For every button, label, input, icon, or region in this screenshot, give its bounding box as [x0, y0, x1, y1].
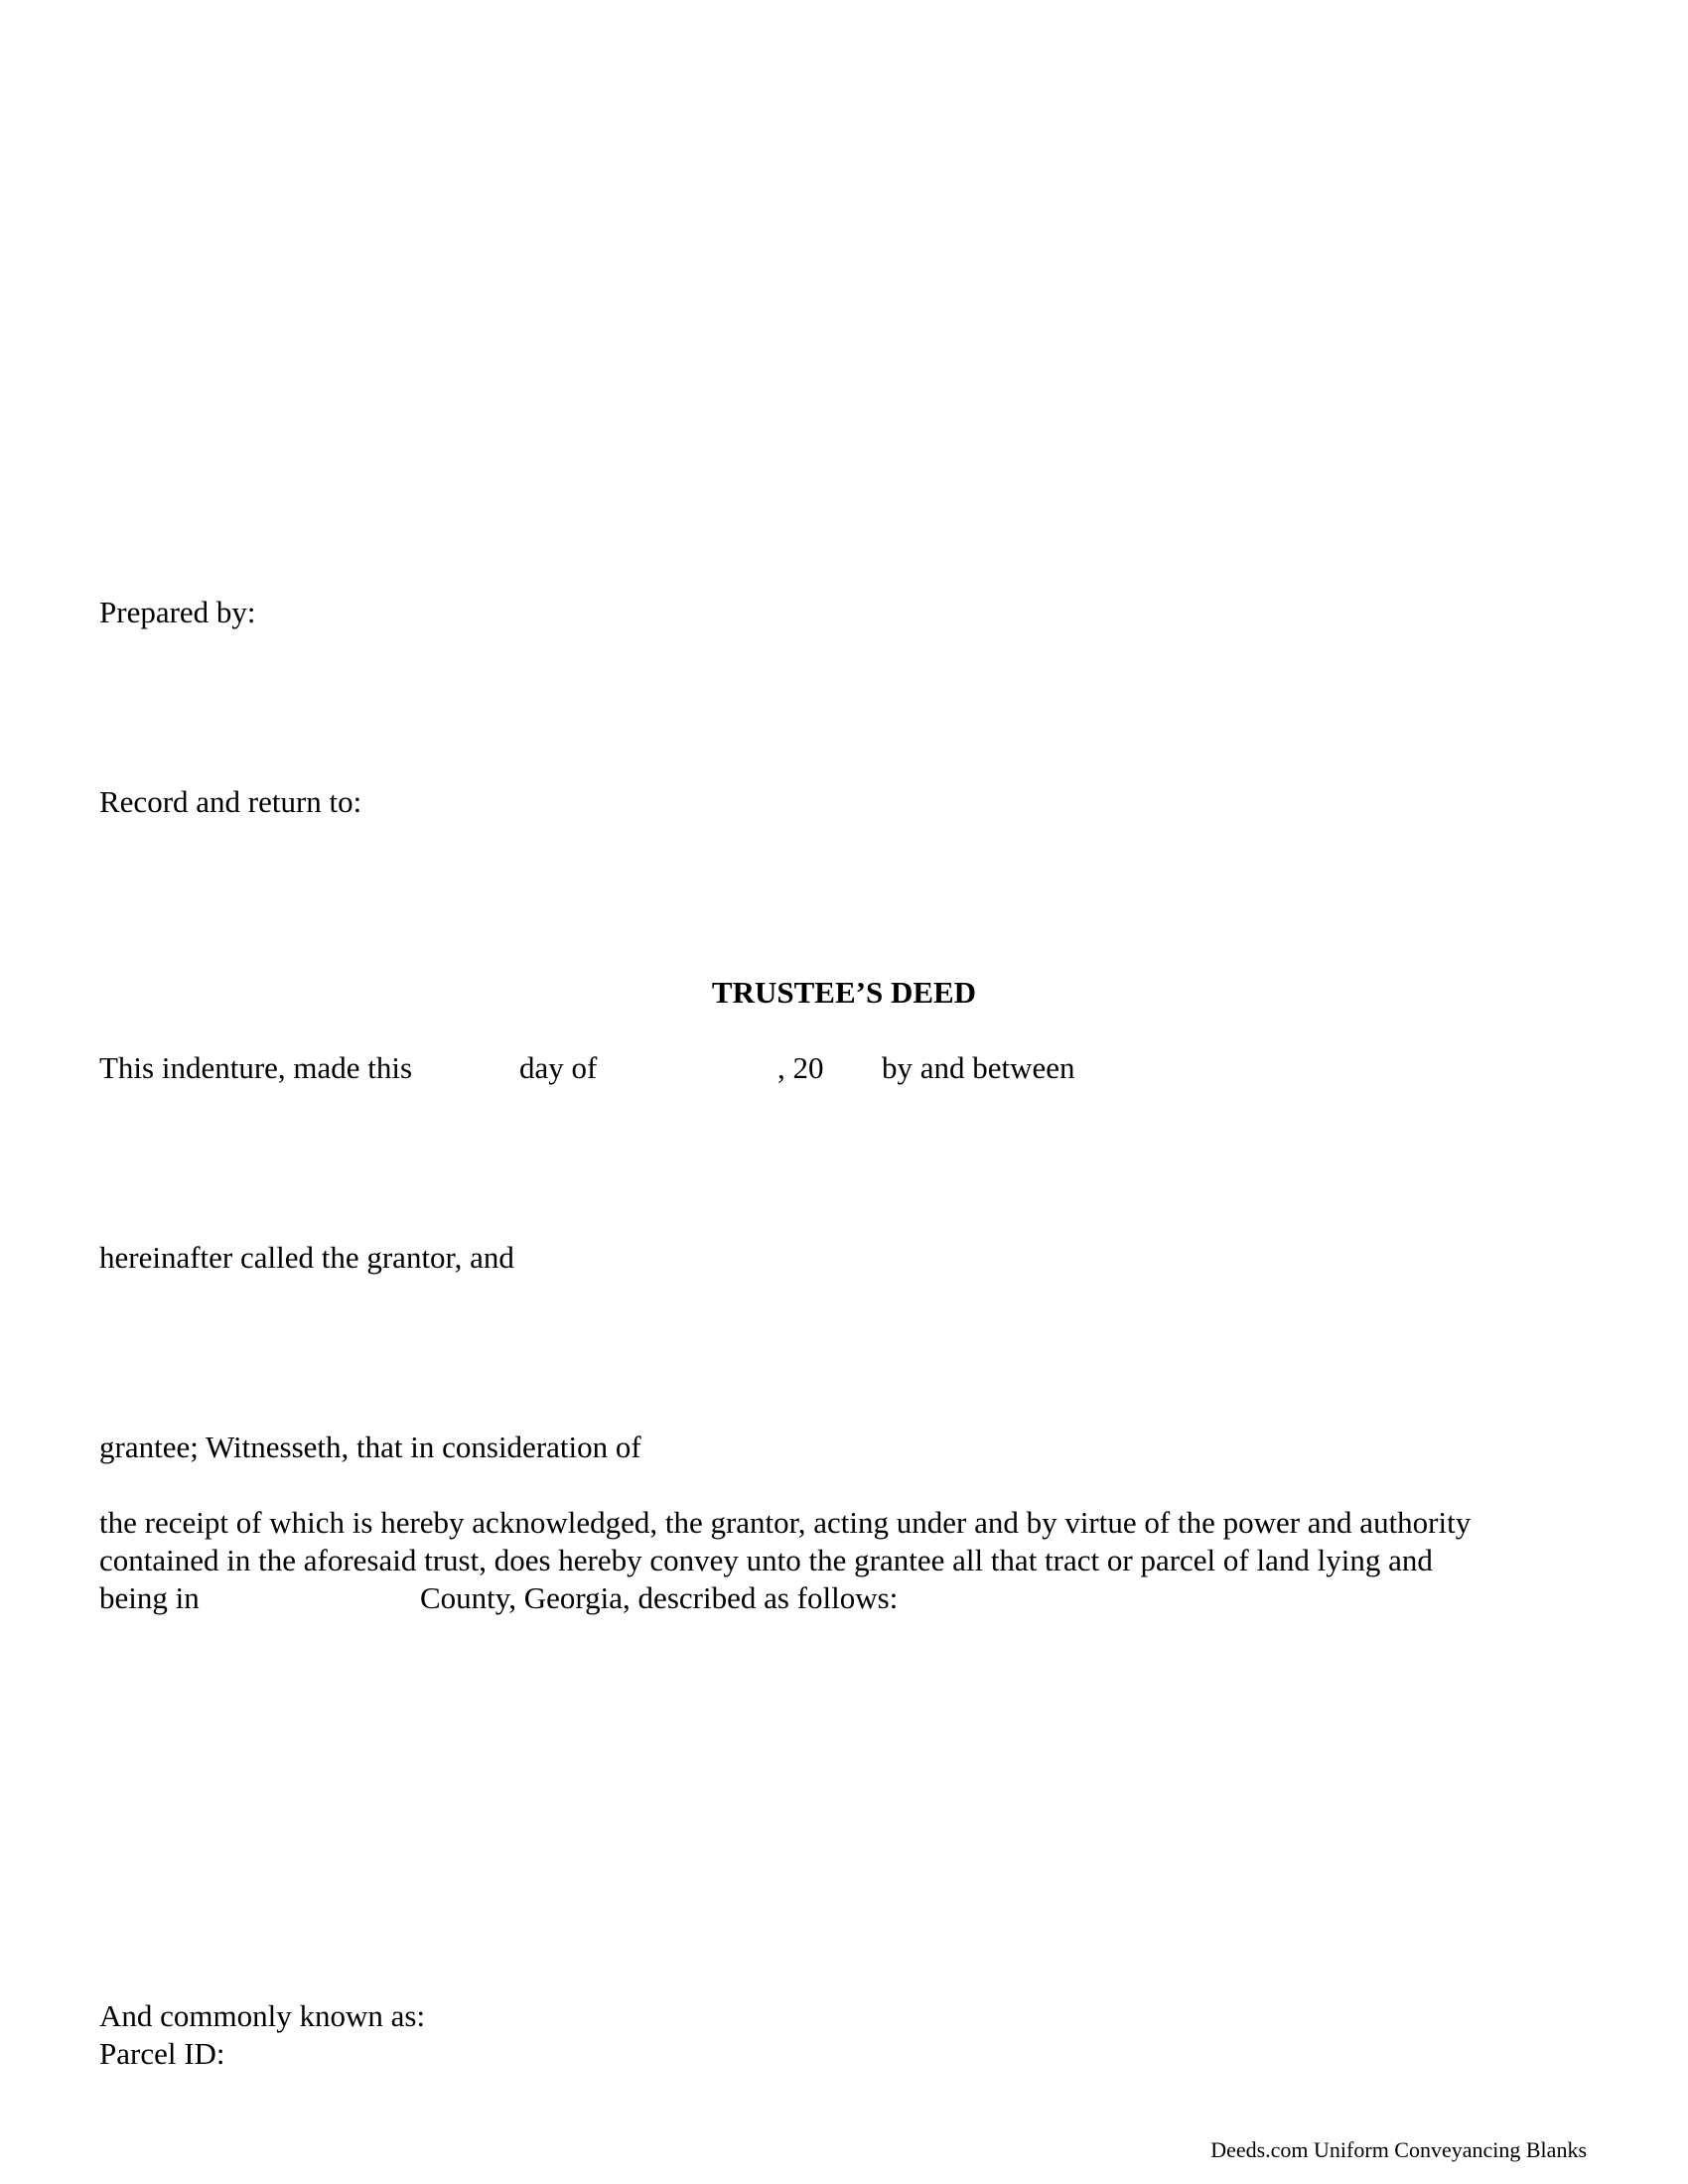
document-title: TRUSTEE’S DEED: [711, 975, 977, 1010]
parcel-id-label: Parcel ID:: [99, 2036, 225, 2071]
indenture-text-day-of: day of: [519, 1050, 598, 1085]
indenture-line: [99, 1049, 1291, 1087]
receipt-paragraph-line-1: the receipt of which is hereby acknowledged, the grantor, acting under and by virtue of the power and authority: [99, 1505, 1472, 1540]
county-prefix-text: being in: [99, 1580, 200, 1615]
county-suffix-text: County, Georgia, described as follows:: [420, 1580, 899, 1615]
prepared-by-label: Prepared by:: [99, 595, 256, 629]
consideration-line: grantee; Witnesseth, that in consideration of: [99, 1430, 641, 1464]
indenture-text-by-and-between: by and between: [882, 1050, 1075, 1085]
commonly-known-as-label: And commonly known as:: [99, 1998, 426, 2033]
grantor-line: hereinafter called the grantor, and: [99, 1240, 514, 1275]
record-and-return-label: Record and return to:: [99, 784, 362, 819]
footer-attribution: Deeds.com Uniform Conveyancing Blanks: [1210, 2137, 1587, 2162]
receipt-paragraph-line-2: contained in the aforesaid trust, does hereby convey unto the grantee all that tract or parcel of land lying and: [99, 1543, 1433, 1577]
receipt-paragraph: [99, 1504, 1589, 1617]
indenture-text-made-this: This indenture, made this: [99, 1050, 413, 1085]
receipt-paragraph-line-3: [99, 1579, 1589, 1617]
indenture-text-year: , 20: [777, 1050, 824, 1085]
